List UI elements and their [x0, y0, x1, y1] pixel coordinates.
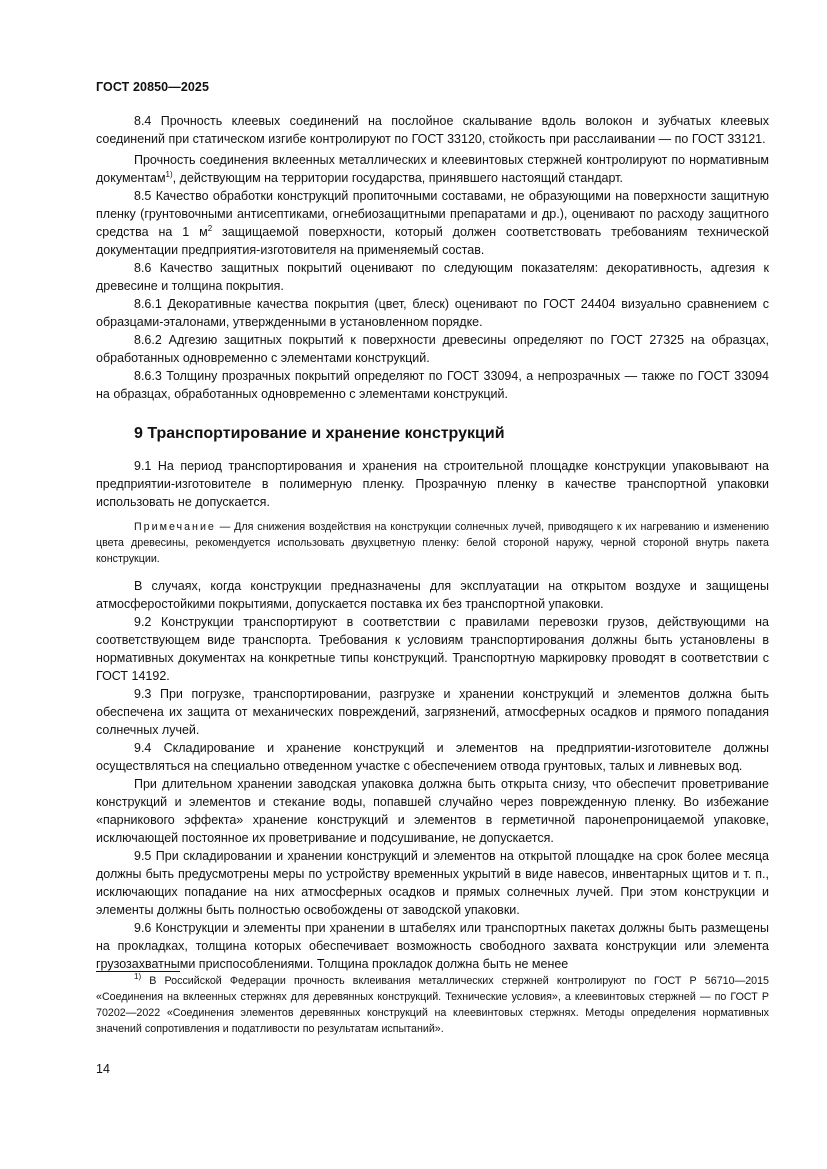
- footnote-marker: 1): [134, 972, 142, 981]
- paragraph-9-2: 9.2 Конструкции транспортируют в соответствии с правилами перевозки грузов, действующими на соответствующем виде транспорта. Требования к условиям транспортирования должны быть установлены в нормативных документах на конкретные типы конструкций. Транспортную маркировку проводят в соответствии с ГОСТ 14192.: [96, 615, 769, 683]
- note-label: Примечание: [134, 521, 216, 533]
- paragraph-open-air: В случаях, когда конструкции предназначены для эксплуатации на открытом воздухе и защищены атмосферостойкими покрытиями, допускается поставка их без транспортной упаковки.: [96, 579, 769, 611]
- note-text: — Для снижения воздействия на конструкции солнечных лучей, приводящего к их нагреванию и изменению цвета древесины, рекомендуется использовать двухцветную пленку: белой стороной наружу, черной стороной внутрь пакета конструкции.: [96, 521, 769, 565]
- paragraph-8-5: 8.5 Качество обработки конструкций пропиточными составами, не образующими на поверхности защитную пленку (грунтовочными антисептиками, огнебиозащитными препаратами и др.), оценивают по расходу защитного средства на 1 $м^2$ защищаемой поверхности, который должен соответствовать требованиям технической документации предприятия-изготовителя на применяемый состав.: [96, 189, 770, 257]
- note: [96, 519, 769, 567]
- superscript-2: 2: [207, 224, 213, 233]
- paragraph-9-3: 9.3 При погрузке, транспортировании, разгрузке и хранении конструкций и элементов должна быть обеспечена их защита от механических повреждений, загрязнений, атмосферных осадков и прямого попадания солнечных лучей.: [96, 687, 769, 737]
- paragraph-8-6-1: 8.6.1 Декоративные качества покрытия (цвет, блеск) оценивают по ГОСТ 24404 визуально сравнением с образцами-эталонами, утвержденными в установленном порядке.: [96, 297, 769, 329]
- footnote-text: В Российской Федерации прочность вклеивания металлических стержней контролируют по ГОСТ Р 56710—2015 «Соединения на вклеенных стержнях для деревянных конструкций. Технические условия», а клеевинтовых стержней — по ГОСТ Р 70202—2022 «Соединения элементов деревянных конструкций на клеевинтовых стержнях. Методы определения нормативных значений сопротивления и податливости по результатам испытаний».: [96, 975, 769, 1035]
- paragraph-bonded-rods: Прочность соединения вклеенных металлических и клеевинтовых стержней контролируют по нормативным документам$^{1)}$, действующим на территории государства, принявшего настоящий стандарт.: [96, 153, 769, 185]
- paragraph-8-4: 8.4 Прочность клеевых соединений на послойное скалывание вдоль волокон и зубчатых клеевых соединений при статическом изгибе контролируют по ГОСТ 33120, стойкость при расслаивании — по ГОСТ 33121.: [96, 114, 769, 146]
- paragraph-8-6: 8.6 Качество защитных покрытий оценивают по следующим показателям: декоративность, адгезия к древесине и толщина покрытия.: [96, 261, 769, 293]
- footnote-ref[interactable]: 1): [165, 170, 173, 179]
- paragraph-9-1: 9.1 На период транспортирования и хранения на строительной площадке конструкции упаковывают на предприятии-изготовителе в полимерную пленку. Прозрачную пленку в качестве транспортной упаковки использовать не допускается.: [96, 459, 769, 509]
- document-body: [96, 112, 769, 973]
- paragraph-8-6-3: 8.6.3 Толщину прозрачных покрытий определяют по ГОСТ 33094, а непрозрачных — также по ГОСТ 33094 на образцах, обработанных одновременно с элементами конструкций.: [96, 369, 769, 401]
- paragraph-9-5: 9.5 При складировании и хранении конструкций и элементов на открытой площадке на срок более месяца должны быть предусмотрены меры по устройству временных укрытий в виде навесов, инвентарных щитов и т. п., исключающих попадание на них атмосферных осадков и прямых солнечных лучей. При этом конструкции и элементы должны быть полностью освобождены от заводской упаковки.: [96, 849, 769, 917]
- document-header: ГОСТ 20850—2025: [96, 80, 210, 94]
- paragraph-8-6-2: 8.6.2 Адгезию защитных покрытий к поверхности древесины определяют по ГОСТ 27325 на образцах, обработанных одновременно с элементами конструкций.: [96, 333, 769, 365]
- footnote: [96, 973, 769, 1037]
- paragraph-9-4: 9.4 Складирование и хранение конструкций и элементов на предприятии-изготовителе должны осуществляться на специально отведенном участке с обеспечением отвода грунтовых, талых и ливневых вод.: [96, 741, 769, 773]
- section-title: 9 Транспортирование и хранение конструкций: [134, 425, 505, 442]
- paragraph-long-storage: При длительном хранении заводская упаковка должна быть открыта снизу, что обеспечит проветривание конструкций и элементов и стекание воды, попавшей случайно через поврежденную пленку. Во избежание «парникового эффекта» хранение конструкций и элементов в герметичной паронепроницаемой упаковке, исключающей постоянное их проветривание и подсушивание, не допускается.: [96, 777, 769, 845]
- paragraph-9-6: 9.6 Конструкции и элементы при хранении в штабелях или транспортных пакетах должны быть размещены на прокладках, толщина которых обеспечивает возможность свободного захвата конструкции или элемента грузозахватными приспособлениями. Толщина прокладок должна быть не менее: [96, 921, 769, 971]
- page-number: 14: [96, 1062, 110, 1076]
